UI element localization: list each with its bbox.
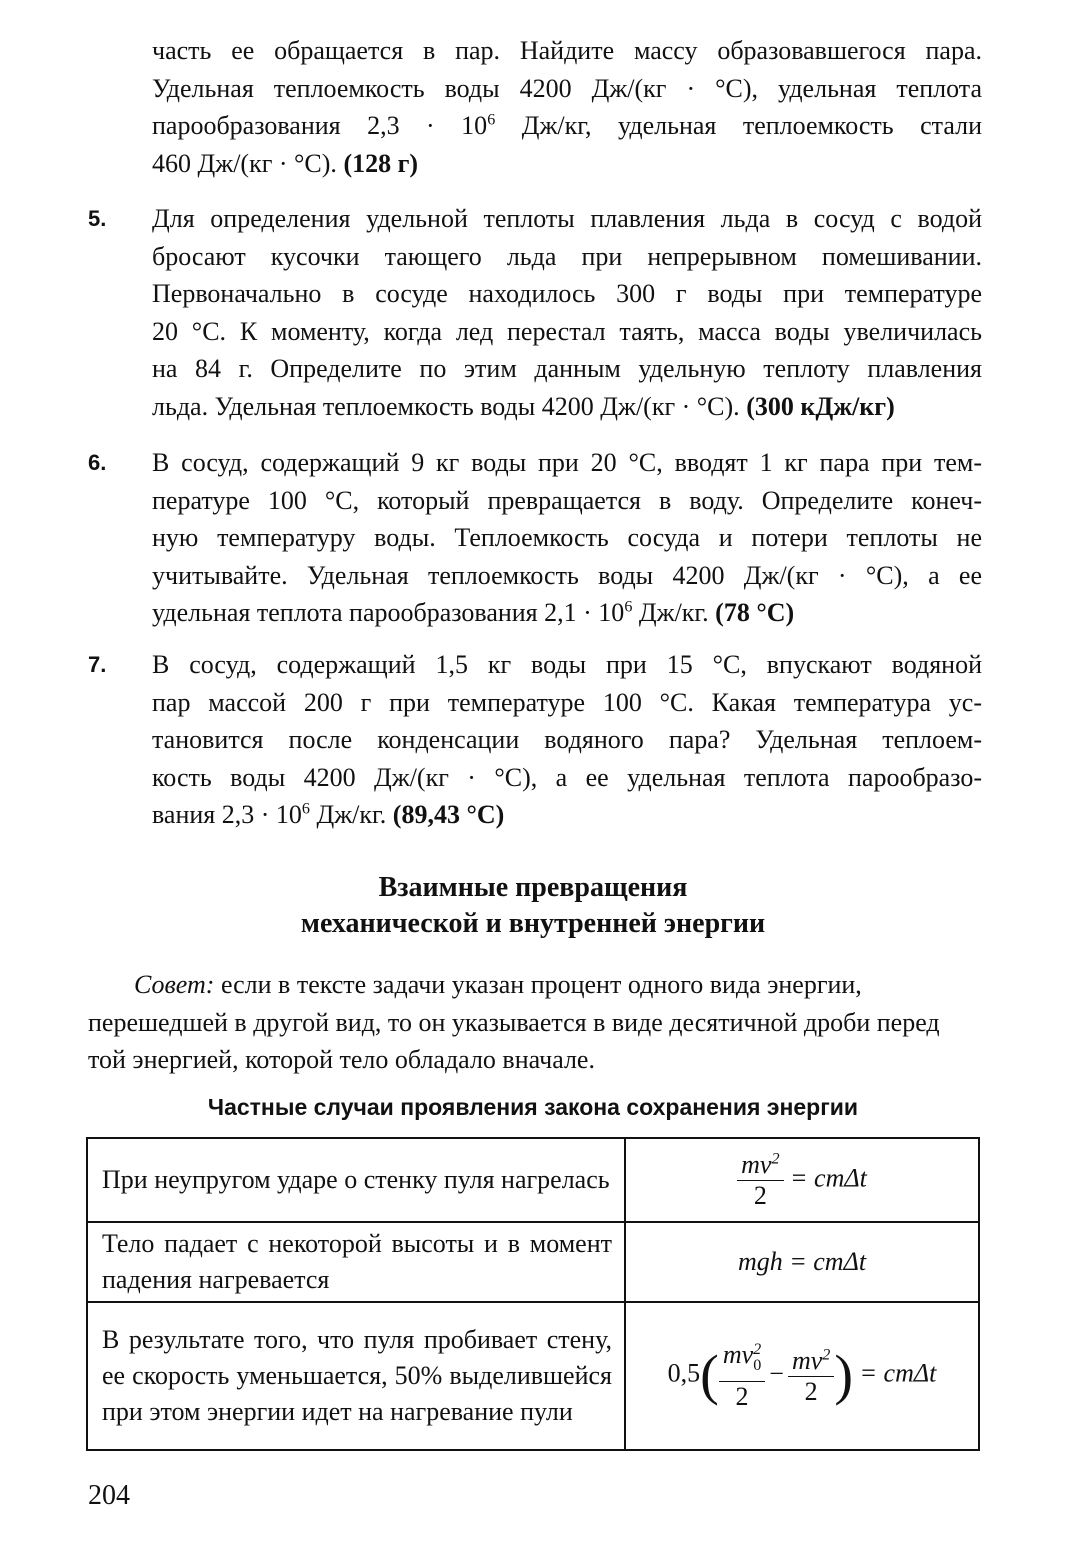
heading-line: Взаимные превращения <box>378 872 688 903</box>
problem-7 <box>152 646 982 834</box>
case-description: При неупругом ударе о стенку пуля нагрелась <box>87 1138 625 1222</box>
advice-text: если в тексте задачи указан процент одного вида энергии, перешедшей в другой вид, то он указывается в виде десятичной дроби перед той энергией, которой тело обладало вначале. <box>88 970 940 1074</box>
table-title: Частные случаи проявления закона сохранения энергии <box>207 1094 859 1120</box>
text-line: часть ее обращается в пар. Найдите массу образовавшегося пара. <box>152 36 982 65</box>
answer: (89,43 °С) <box>392 800 505 829</box>
table-row <box>87 1138 979 1222</box>
answer: (128 г) <box>343 148 419 178</box>
fraction: $\frac{mv^2}{2}$ <box>788 1346 834 1407</box>
text-line: пар массой 200 г при температуре 100 °С. Какая температура ус- <box>152 687 982 717</box>
case-formula: 0,5( $\frac{mv^2_0}{2}$ − $\frac{mv^2}{2}$ ) = cmΔt <box>625 1302 979 1450</box>
text-line: 460 Дж/(кг · °С). (128 г) <box>152 148 419 178</box>
answer: (300 кДж/кг) <box>746 391 895 421</box>
text-line: В сосуд, содержащий 1,5 кг воды при 15 °С, впускают водяной <box>152 650 982 679</box>
answer: (78 °С) <box>715 598 795 627</box>
problem-4-tail <box>152 32 982 182</box>
text-line: 20 °С. К моменту, когда лед перестал таять, масса воды увеличилась <box>152 316 982 346</box>
text-line: Первоначально в сосуде находилось 300 г воды при температуре <box>152 279 982 308</box>
text-line: кость воды 4200 Дж/(кг · °С), а ее удельная теплота парообразо- <box>152 762 982 792</box>
fraction: $\frac{mv^2_0}{2}$ <box>719 1340 765 1411</box>
problem-6 <box>152 444 982 632</box>
text-line: удельная теплота парообразования $2,1 \cdot 10^6$ Дж/кг. (78 °С) <box>152 598 795 627</box>
table-row <box>87 1222 979 1302</box>
text-line: Для определения удельной теплоты плавления льда в сосуд с водой <box>152 204 982 233</box>
text-line: тановится после конденсации водяного пара? Удельная теплоем- <box>152 725 982 754</box>
text-line: льда. Удельная теплоемкость воды 4200 Дж/(кг · °С). (300 кДж/кг) <box>152 391 895 421</box>
problem-5 <box>152 200 982 425</box>
advice-label: Совет: <box>134 970 215 999</box>
text-line: пературе 100 °С, который превращается в воду. Определите конеч- <box>152 485 982 515</box>
table-row <box>87 1302 979 1450</box>
section-heading <box>88 870 978 942</box>
text-line: парообразования $2,3 \cdot 10^6$ Дж/кг, удельная теплоемкость стали <box>152 111 983 140</box>
case-formula: mgh = cmΔt <box>625 1222 979 1302</box>
text-line: вания $2,3 \cdot 10^6$ Дж/кг. (89,43 °С) <box>152 800 505 829</box>
case-description: В результате того, что пуля пробивает стену, ее скорость уменьшается, 50% выделившейся при этом энергии идет на нагревание пули <box>87 1302 625 1450</box>
energy-table <box>86 1137 980 1451</box>
text-line: бросают кусочки тающего льда при непрерывном помешивании. <box>152 241 982 271</box>
problem-number: 7. <box>88 652 107 677</box>
case-formula: $\frac{mv^2}{2}$ = cmΔt <box>625 1138 979 1222</box>
text-line: ную температуру воды. Теплоемкость сосуда и потери теплоты не <box>152 523 982 552</box>
text-line: учитывайте. Удельная теплоемкость воды 4200 Дж/(кг · °С), а ее <box>152 560 982 590</box>
text-line: В сосуд, содержащий 9 кг воды при 20 °С, вводят 1 кг пара при тем- <box>152 448 982 477</box>
advice-paragraph <box>88 966 982 1079</box>
case-description: Тело падает с некоторой высоты и в момент падения нагревается <box>87 1222 625 1302</box>
text-line: Удельная теплоемкость воды 4200 Дж/(кг · °С), удельная теплота <box>152 73 982 103</box>
page-number: 204 <box>88 1480 130 1511</box>
text-line: на 84 г. Определите по этим данным удельную теплоту плавления <box>152 354 982 383</box>
heading-line: механической и внутренней энергии <box>300 908 766 939</box>
problem-number: 5. <box>88 206 107 231</box>
problem-number: 6. <box>88 450 107 475</box>
fraction: $\frac{mv^2}{2}$ <box>737 1150 783 1211</box>
